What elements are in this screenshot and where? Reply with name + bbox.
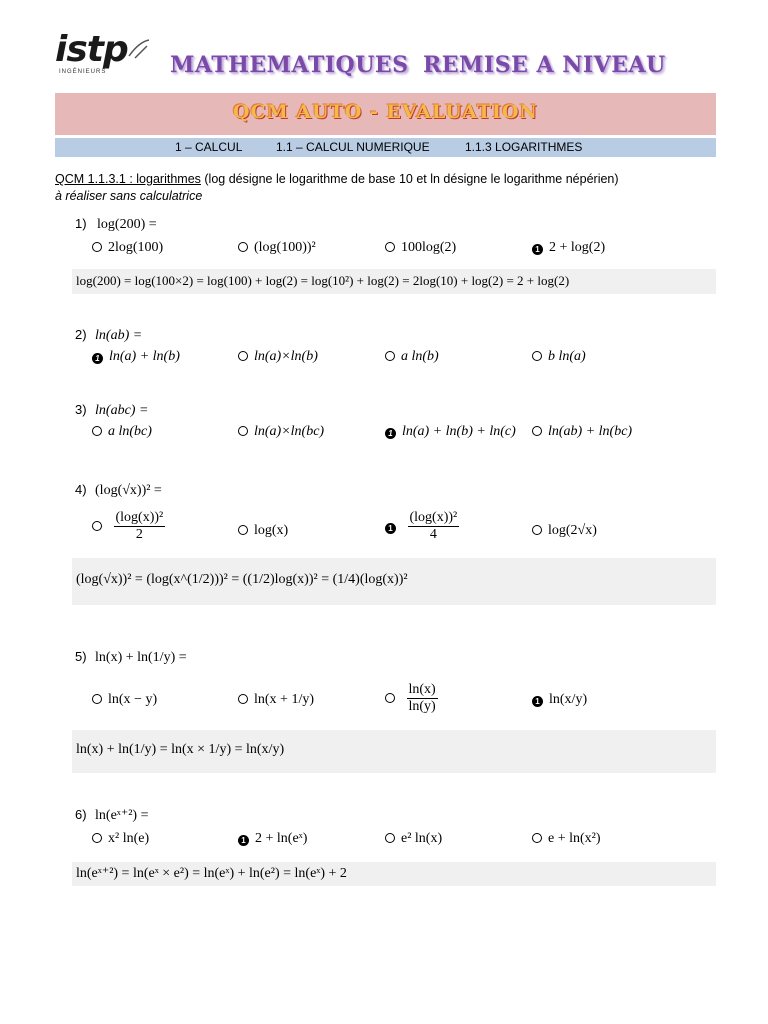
q1-option-a[interactable]: 2log(100)	[92, 240, 163, 256]
question-number: 1)	[75, 216, 87, 231]
q4-option-b[interactable]: log(x)	[238, 523, 288, 539]
q3-option-b[interactable]: ln(a)×ln(bc)	[238, 424, 324, 440]
qcm-heading	[55, 172, 619, 186]
radio-icon	[238, 525, 248, 535]
qcm-description: (log désigne le logarithme de base 10 et ln désigne le logarithme népérien)	[200, 172, 619, 186]
radio-icon	[92, 426, 102, 436]
radio-icon	[238, 242, 248, 252]
radio-icon	[238, 351, 248, 361]
question-3: 3) ln(abc) =	[75, 402, 149, 418]
correct-answer-icon: 1	[238, 835, 249, 846]
istp-logo	[55, 29, 150, 80]
q1-solution: log(200) = log(100×2) = log(100) + log(2) = log(10²) + log(2) = 2log(10) + log(2) = 2 + log(2)	[72, 269, 716, 294]
banner	[55, 93, 716, 135]
q4-option-d[interactable]: log(2√x)	[532, 523, 597, 539]
q1-option-d[interactable]: 1 2 + log(2)	[532, 240, 605, 256]
q4-option-a[interactable]	[92, 510, 167, 543]
q5-option-d[interactable]: 1 ln(x/y)	[532, 692, 587, 708]
qcm-label: QCM 1.1.3.1 : logarithmes	[55, 172, 201, 186]
fraction: $\frac{\ln(x)}{\ln(y)}$	[408, 682, 436, 715]
breadcrumb	[55, 138, 716, 157]
radio-icon	[238, 426, 248, 436]
q5-option-b[interactable]: ln(x + 1/y)	[238, 692, 314, 708]
radio-icon	[92, 242, 102, 252]
header-level: REMISE A NIVEAU	[423, 52, 666, 78]
q1-option-b[interactable]: (log(100))²	[238, 240, 316, 256]
q5-option-c[interactable]	[385, 682, 440, 715]
logo-subtitle: INGÉNIEURS	[59, 69, 107, 75]
breadcrumb-chapter: 1 – CALCUL	[175, 140, 243, 154]
logo-swoosh-icon	[127, 38, 151, 60]
fraction: $\frac{\text{(log(x))²}}{2}$	[115, 510, 164, 543]
radio-icon	[532, 426, 542, 436]
correct-answer-icon: 1	[385, 428, 396, 439]
correct-answer-icon: 1	[92, 353, 103, 364]
radio-icon	[92, 694, 102, 704]
q6-option-d[interactable]: e + ln(x²)	[532, 831, 601, 847]
q2-option-d[interactable]: b ln(a)	[532, 349, 586, 365]
q2-option-b[interactable]: ln(a)×ln(b)	[238, 349, 318, 365]
q5-option-a[interactable]: ln(x − y)	[92, 692, 157, 708]
question-6: 6) ln(eˣ⁺²) =	[75, 807, 149, 823]
breadcrumb-section: 1.1 – CALCUL NUMERIQUE	[276, 140, 430, 154]
q2-option-c[interactable]: a ln(b)	[385, 349, 439, 365]
radio-icon	[238, 694, 248, 704]
question-1	[75, 215, 157, 233]
q3-option-c[interactable]: 1 ln(a) + ln(b) + ln(c)	[385, 424, 516, 440]
correct-answer-icon: 1	[385, 523, 396, 534]
q4-option-c[interactable]	[385, 510, 461, 543]
radio-icon	[385, 833, 395, 843]
header-subject: MATHEMATIQUES	[170, 52, 409, 78]
q1-option-c[interactable]: 100log(2)	[385, 240, 456, 256]
radio-icon	[385, 693, 395, 703]
q3-option-a[interactable]: a ln(bc)	[92, 424, 152, 440]
radio-icon	[532, 525, 542, 535]
question-2: 2) ln(ab) =	[75, 327, 143, 343]
radio-icon	[532, 833, 542, 843]
breadcrumb-topic: 1.1.3 LOGARITHMES	[465, 140, 583, 154]
fraction: $\frac{\text{(log(x))²}}{4}$	[409, 510, 458, 543]
q3-option-d[interactable]: ln(ab) + ln(bc)	[532, 424, 632, 440]
radio-icon	[385, 242, 395, 252]
correct-answer-icon: 1	[532, 696, 543, 707]
radio-icon	[385, 351, 395, 361]
logo-text: istp	[55, 29, 128, 70]
question-stem: log(200) =	[97, 217, 157, 232]
banner-title: QCM AUTO - EVALUATION	[233, 101, 538, 123]
radio-icon	[532, 351, 542, 361]
question-5: 5) ln(x) + ln(1/y) =	[75, 649, 187, 665]
question-4: 4) (log(√x))² =	[75, 482, 162, 498]
q6-solution: ln(eˣ⁺²) = ln(eˣ × e²) = ln(eˣ) + ln(e²) = ln(eˣ) + 2	[72, 862, 716, 886]
q6-option-c[interactable]: e² ln(x)	[385, 831, 442, 847]
qcm-instruction: à réaliser sans calculatrice	[55, 189, 203, 203]
q5-solution: ln(x) + ln(1/y) = ln(x × 1/y) = ln(x/y)	[72, 730, 716, 773]
q6-option-a[interactable]: x² ln(e)	[92, 831, 149, 847]
correct-answer-icon: 1	[532, 244, 543, 255]
q6-option-b[interactable]: 1 2 + ln(eˣ)	[238, 831, 307, 847]
q2-option-a[interactable]: 1 ln(a) + ln(b)	[92, 349, 180, 365]
radio-icon	[92, 521, 102, 531]
radio-icon	[92, 833, 102, 843]
q4-solution: (log(√x))² = (log(x^(1/2)))² = ((1/2)log(x))² = (1/4)(log(x))²	[72, 558, 716, 605]
